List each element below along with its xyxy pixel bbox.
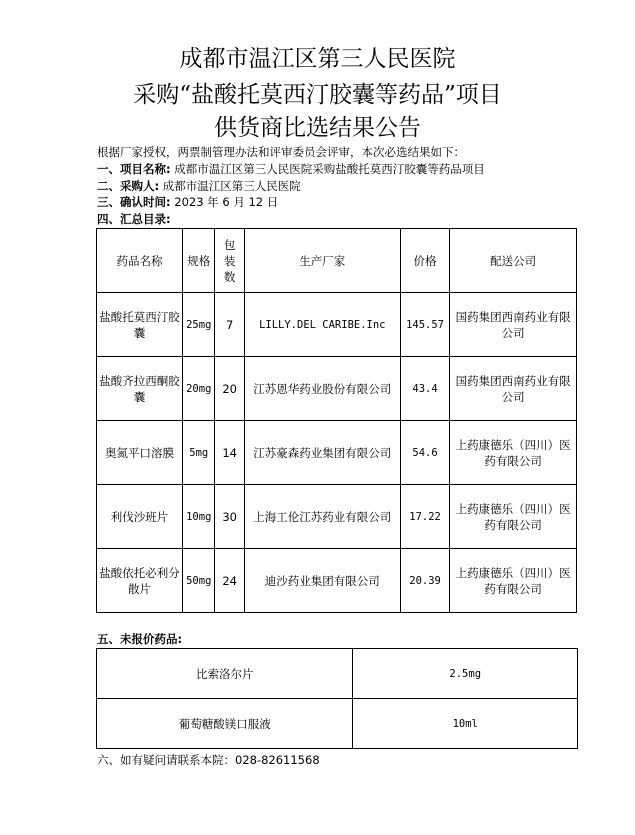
- cell-spec: 50mg: [183, 549, 215, 613]
- cell-manufacturer: 上海工伦江苏药业有限公司: [244, 485, 400, 549]
- table-row: [97, 485, 577, 549]
- cell-drug-name: 奥氮平口溶膜: [97, 421, 183, 485]
- item-project-name: [97, 161, 485, 177]
- cell-unquoted-spec: 2.5mg: [353, 649, 578, 699]
- cell-price: 54.6: [400, 421, 450, 485]
- cell-distributor: 上药康德乐（四川）医药有限公司: [450, 485, 577, 549]
- cell-price: 20.39: [400, 549, 450, 613]
- table-row: [97, 421, 577, 485]
- cell-spec: 10mg: [183, 485, 215, 549]
- item-confirm-date: [97, 194, 278, 210]
- item-confirm-date-label: 三、确认时间:: [97, 195, 171, 209]
- item-confirm-date-value: 2023 年 6 月 12 日: [170, 195, 279, 209]
- cell-distributor: 上药康德乐（四川）医药有限公司: [450, 549, 577, 613]
- contact-line: 六、如有疑问请联系本院：028-82611568: [97, 753, 320, 767]
- item-summary: [97, 211, 171, 227]
- cell-distributor: 上药康德乐（四川）医药有限公司: [450, 421, 577, 485]
- table-row: [97, 549, 577, 613]
- header-manufacturer: 生产厂家: [244, 229, 400, 293]
- title-line-2: 采购“盐酸托莫西汀胶囊等药品”项目: [133, 82, 502, 108]
- item-purchaser-value: 成都市温江区第三人民医院: [159, 179, 301, 193]
- cell-price: 145.57: [400, 293, 450, 357]
- title-line-1: 成都市温江区第三人民医院: [179, 46, 456, 72]
- cell-unquoted-name: 葡萄糖酸镁口服液: [97, 699, 353, 749]
- header-spec: 规格: [183, 229, 215, 293]
- title-line-3: 供货商比选结果公告: [214, 115, 421, 141]
- cell-pack-count: 7: [215, 293, 244, 357]
- cell-pack-count: 30: [215, 485, 244, 549]
- cell-drug-name: 盐酸依托必利分散片: [97, 549, 183, 613]
- cell-distributor: 国药集团西南药业有限公司: [450, 357, 577, 421]
- table-row: [97, 293, 577, 357]
- cell-unquoted-name: 比索洛尔片: [97, 649, 353, 699]
- cell-manufacturer: 迪沙药业集团有限公司: [244, 549, 400, 613]
- cell-distributor: 国药集团西南药业有限公司: [450, 293, 577, 357]
- cell-price: 17.22: [400, 485, 450, 549]
- table-row: [97, 649, 578, 699]
- cell-spec: 5mg: [183, 421, 215, 485]
- header-price: 价格: [400, 229, 450, 293]
- cell-manufacturer: 江苏豪森药业集团有限公司: [244, 421, 400, 485]
- section-5-label-text: 五、未报价药品:: [97, 632, 183, 646]
- cell-unquoted-spec: 10ml: [353, 699, 578, 749]
- item-summary-label: 四、汇总目录:: [97, 212, 171, 226]
- header-pack-count: 包装数: [215, 229, 244, 293]
- cell-drug-name: 盐酸托莫西汀胶囊: [97, 293, 183, 357]
- item-purchaser-label: 二、采购人:: [97, 179, 160, 193]
- unquoted-table: [96, 648, 578, 749]
- cell-spec: 20mg: [183, 357, 215, 421]
- header-drug-name: 药品名称: [97, 229, 183, 293]
- table-row: [97, 357, 577, 421]
- summary-table: [96, 228, 577, 613]
- item-project-name-label: 一、项目名称:: [97, 162, 171, 176]
- cell-pack-count: 14: [215, 421, 244, 485]
- cell-drug-name: 利伐沙班片: [97, 485, 183, 549]
- table-header-row: [97, 229, 577, 293]
- cell-pack-count: 20: [215, 357, 244, 421]
- item-purchaser: [97, 178, 301, 194]
- cell-pack-count: 24: [215, 549, 244, 613]
- header-distributor: 配送公司: [450, 229, 577, 293]
- item-project-name-value: 成都市温江区第三人民医院采购盐酸托莫西汀胶囊等药品项目: [170, 162, 485, 176]
- intro-text: 根据厂家授权，两票制管理办法和评审委员会评审，本次必选结果如下：: [97, 145, 465, 159]
- cell-spec: 25mg: [183, 293, 215, 357]
- cell-drug-name: 盐酸齐拉西酮胶囊: [97, 357, 183, 421]
- cell-price: 43.4: [400, 357, 450, 421]
- table-row: [97, 699, 578, 749]
- section-5-label: [97, 631, 182, 647]
- cell-manufacturer: 江苏恩华药业股份有限公司: [244, 357, 400, 421]
- cell-manufacturer: LILLY.DEL CARIBE.Inc: [244, 293, 400, 357]
